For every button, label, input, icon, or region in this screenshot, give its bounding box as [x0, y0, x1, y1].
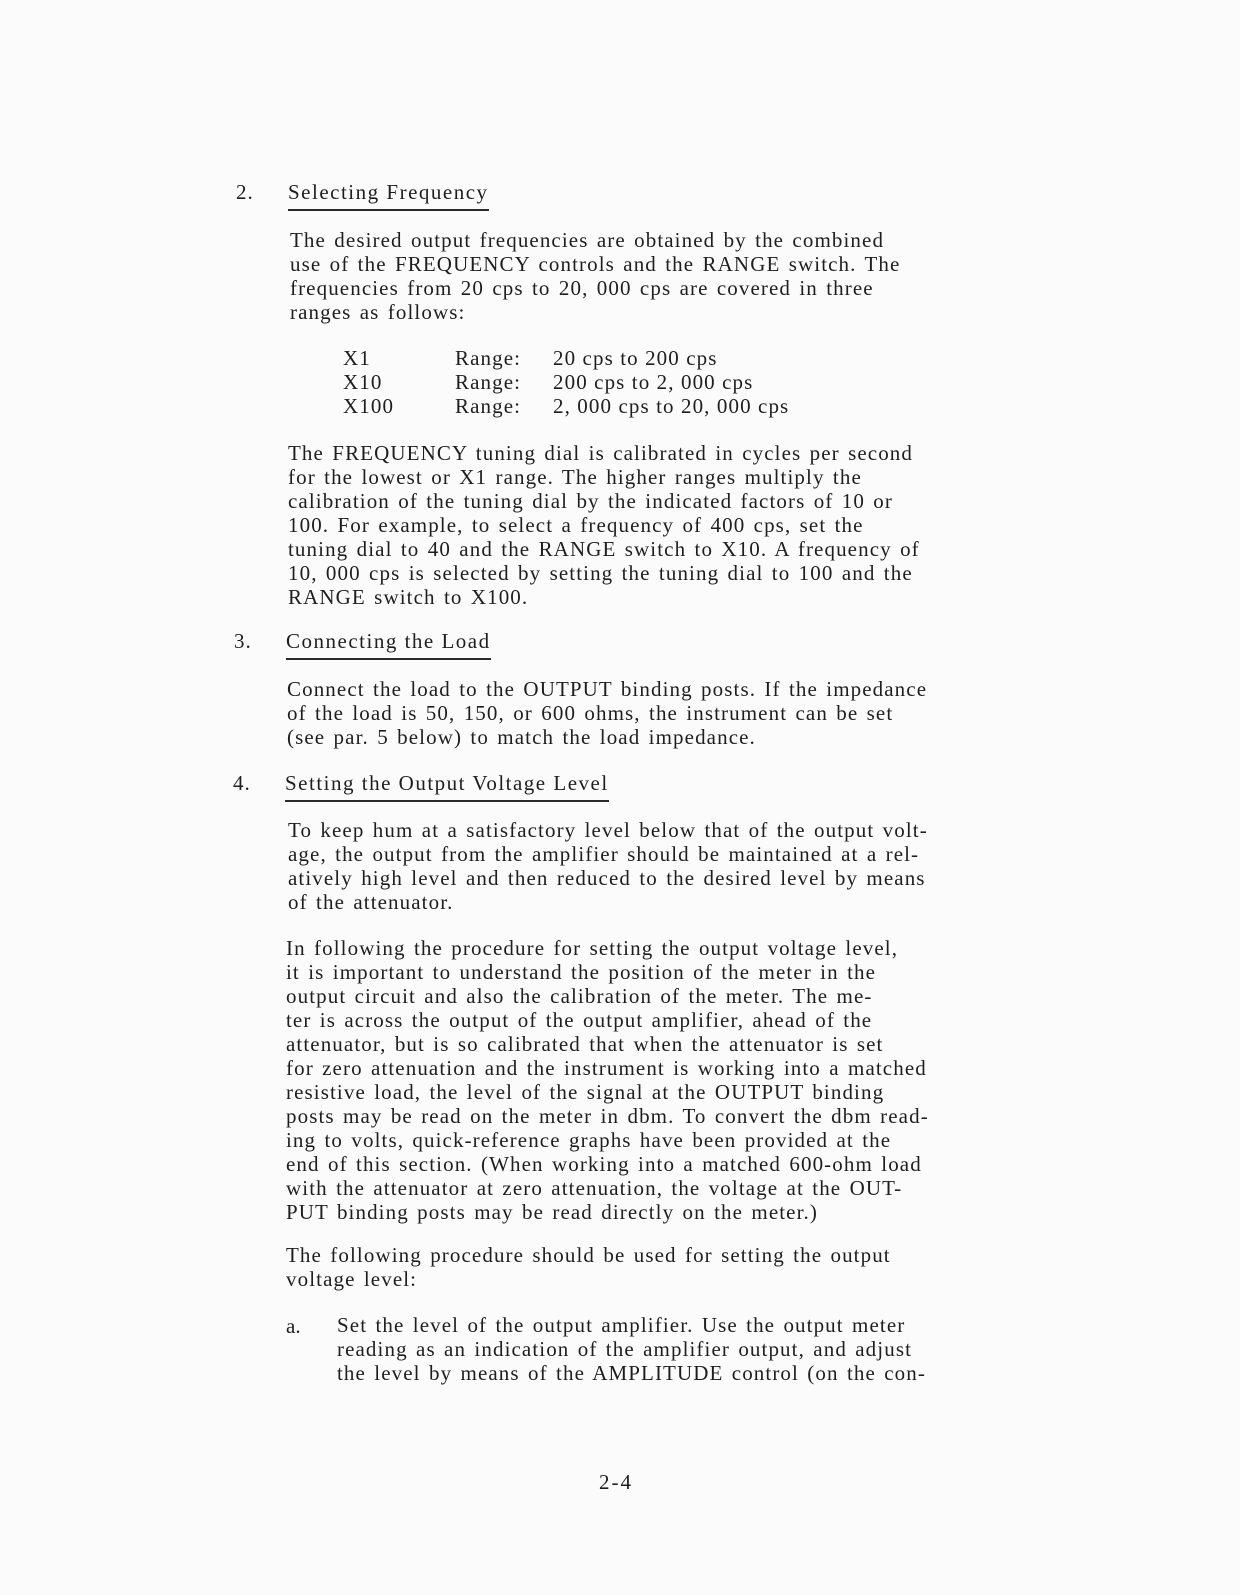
text-line: with the attenuator at zero attenuation, the voltage at the OUT-	[286, 1176, 903, 1200]
paragraph	[288, 441, 920, 609]
range-label: Range:	[455, 346, 522, 370]
range-value: 20 cps to 200 cps	[553, 346, 718, 370]
text-line: for the lowest or X1 range. The higher ranges multiply the	[288, 465, 862, 489]
range-value: 2, 000 cps to 20, 000 cps	[553, 394, 790, 418]
text-line: of the load is 50, 150, or 600 ohms, the instrument can be set	[287, 701, 894, 725]
text-line: tuning dial to 40 and the RANGE switch to X10. A frequency of	[288, 537, 920, 561]
paragraph	[290, 228, 900, 324]
text-line: age, the output from the amplifier should be maintained at a rel-	[288, 842, 920, 866]
text-line: Connect the load to the OUTPUT binding posts. If the impedance	[287, 677, 928, 701]
text-line: 100. For example, to select a frequency of 400 cps, set the	[288, 513, 864, 537]
paragraph	[286, 936, 929, 1224]
text-line: (see par. 5 below) to match the load impedance.	[287, 725, 756, 749]
list-item-letter: a.	[286, 1314, 301, 1338]
section-number: 2.	[236, 180, 254, 204]
paragraph	[287, 677, 927, 749]
section-number: 4.	[233, 771, 251, 795]
paragraph	[286, 1243, 891, 1291]
range-multiplier: X1	[343, 346, 371, 370]
range-multiplier: X100	[343, 394, 395, 418]
text-line: voltage level:	[286, 1267, 418, 1291]
text-line: ranges as follows:	[290, 300, 466, 324]
text-line: In following the procedure for setting the output voltage level,	[286, 936, 899, 960]
text-line: calibration of the tuning dial by the indicated factors of 10 or	[288, 489, 893, 513]
text-line: the level by means of the AMPLITUDE control (on the con-	[337, 1361, 926, 1385]
text-line: PUT binding posts may be read directly on the meter.)	[286, 1200, 818, 1224]
page-number: 2-4	[599, 1470, 633, 1494]
text-line: To keep hum at a satisfactory level below that of the output volt-	[288, 818, 928, 842]
text-line: atively high level and then reduced to the desired level by means	[288, 866, 926, 890]
range-value: 200 cps to 2, 000 cps	[553, 370, 754, 394]
text-line: RANGE switch to X100.	[288, 585, 529, 609]
text-line: ing to volts, quick-reference graphs have been provided at the	[286, 1128, 892, 1152]
text-line: of the attenuator.	[288, 890, 454, 914]
range-label: Range:	[455, 394, 522, 418]
text-line: 10, 000 cps is selected by setting the tuning dial to 100 and the	[288, 561, 913, 585]
text-line: ter is across the output of the output amplifier, ahead of the	[286, 1008, 873, 1032]
text-line: resistive load, the level of the signal at the OUTPUT binding	[286, 1080, 885, 1104]
text-line: frequencies from 20 cps to 20, 000 cps are covered in three	[290, 276, 874, 300]
text-line: Set the level of the output amplifier. Use the output meter	[337, 1313, 906, 1337]
list-item	[337, 1313, 926, 1385]
text-line: reading as an indication of the amplifier output, and adjust	[337, 1337, 913, 1361]
range-multiplier: X10	[343, 370, 383, 394]
text-line: end of this section. (When working into a matched 600-ohm load	[286, 1152, 922, 1176]
text-line: attenuator, but is so calibrated that when the attenuator is set	[286, 1032, 884, 1056]
section-number: 3.	[234, 629, 252, 653]
paragraph	[288, 818, 928, 914]
text-line: for zero attenuation and the instrument is working into a matched	[286, 1056, 927, 1080]
text-line: it is important to understand the position of the meter in the	[286, 960, 877, 984]
text-line: The desired output frequencies are obtained by the combined	[290, 228, 885, 252]
text-line: output circuit and also the calibration of the meter. The me-	[286, 984, 873, 1008]
range-label: Range:	[455, 370, 522, 394]
section-heading: Connecting the Load	[286, 629, 491, 660]
section-heading: Selecting Frequency	[288, 180, 489, 211]
text-line: use of the FREQUENCY controls and the RANGE switch. The	[290, 252, 901, 276]
section-heading: Setting the Output Voltage Level	[285, 771, 609, 802]
text-line: The FREQUENCY tuning dial is calibrated in cycles per second	[288, 441, 914, 465]
text-line: The following procedure should be used for setting the output	[286, 1243, 891, 1267]
text-line: posts may be read on the meter in dbm. To convert the dbm read-	[286, 1104, 929, 1128]
